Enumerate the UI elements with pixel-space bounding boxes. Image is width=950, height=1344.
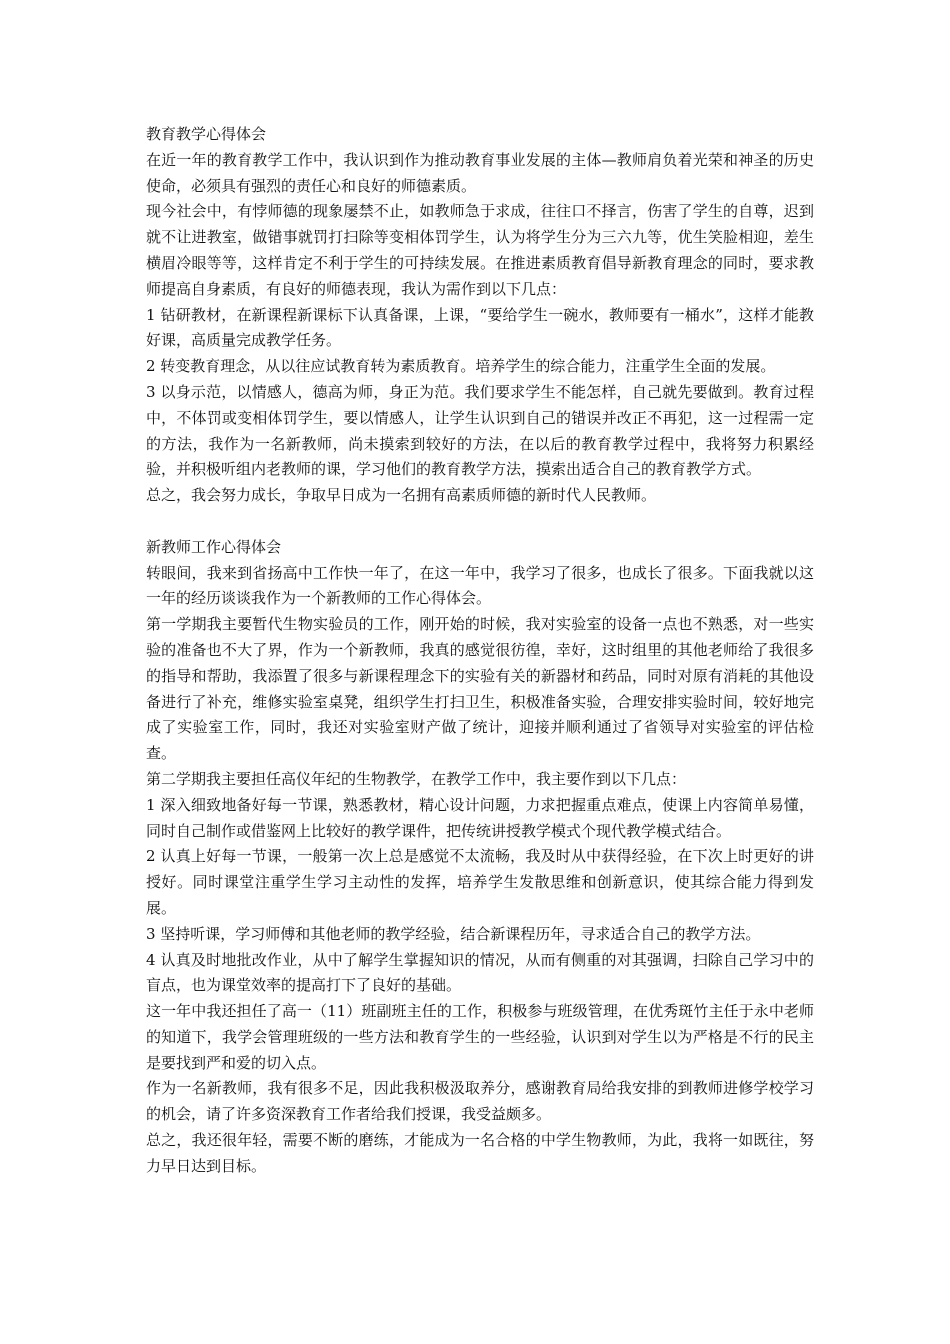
section1-paragraph: 现今社会中，有悖师德的现象屡禁不止，如教师急于求成，往往口不择言，伤害了学生的自尊，迟到就不让进教室，做错事就罚打扫除等变相体罚学生，认为将学生分为三六九等，优生笑脸相迎，差生横眉冷眼等等，这样肯定不利于学生的可持续发展。在推进素质教育倡导新教育理念的同时，要求教师提高自身素质，有良好的师德表现，我认为需作到以下几点： [146,202,814,298]
section2-paragraph: 2 认真上好每一节课，一般第一次上总是感觉不太流畅，我及时从中获得经验，在下次上时更好的讲授好。同时课堂注重学生学习主动性的发挥，培养学生发散思维和创新意识，使其综合能力得到发展。 [146,847,814,917]
section1-paragraph: 总之，我会努力成长，争取早日成为一名拥有高素质师德的新时代人民教师。 [146,486,657,505]
section1-paragraph: 2 转变教育理念，从以往应试教育转为素质教育。培养学生的综合能力，注重学生全面的发展。 [146,357,776,376]
section1-paragraph: 在近一年的教育教学工作中，我认识到作为推动教育事业发展的主体—教师肩负着光荣和神圣的历史使命，必须具有强烈的责任心和良好的师德素质。 [146,150,814,195]
section1-paragraph: 3 以身示范，以情感人，德高为师，身正为范。我们要求学生不能怎样，自己就先要做到。教育过程中，不体罚或变相体罚学生，要以情感人，让学生认识到自己的错误并改正不再犯，这一过程需一定的方法，我作为一名新教师，尚未摸索到较好的方法，在以后的教育教学过程中，我将努力积累经验，并积极听组内老教师的课，学习他们的教育教学方法，摸索出适合自己的教育教学方式。 [146,382,814,479]
section1-title: 教育教学心得体会 [146,125,267,143]
section2-paragraph: 总之，我还很年轻，需要不断的磨练，才能成为一名合格的中学生物教师，为此，我将一如既往，努力早日达到目标。 [146,1131,814,1175]
section2-title: 新教师工作心得体会 [146,537,282,556]
section1-paragraph: 1 钻研教材，在新课程新课标下认真备课，上课，“要给学生一碗水，教师要有一桶水”，这样才能教好课，高质量完成教学任务。 [146,305,814,350]
document-body [146,122,814,1180]
section2-paragraph: 作为一名新教师，我有很多不足，因此我积极汲取养分，感谢教育局给我安排的到教师进修学校学习的机会，请了许多资深教育工作者给我们授课，我受益颇多。 [146,1079,814,1124]
section-spacer [146,509,814,535]
section2-paragraph: 1 深入细致地备好每一节课，熟悉教材，精心设计问题，力求把握重点难点，使课上内容简单易懂，同时自己制作或借鉴网上比较好的教学课件，把传统讲授教学模式个现代教学模式结合。 [146,795,814,840]
section2-paragraph: 转眼间，我来到省扬高中工作快一年了，在这一年中，我学习了很多，也成长了很多。下面我就以这一年的经历谈谈我作为一个新教师的工作心得体会。 [146,563,814,608]
section2-paragraph: 第一学期我主要暂代生物实验员的工作，刚开始的时候，我对实验室的设备一点也不熟悉，对一些实验的准备也不大了界，作为一个新教师，我真的感觉很彷徨，幸好，这时组里的其他老师给了我很多的指导和帮助，我添置了很多与新课程理念下的实验有关的新器材和药品，同时对原有消耗的其他设备进行了补充，维修实验室桌凳，组织学生打扫卫生，积极准备实验，合理安排实验时间，较好地完成了实验室工作，同时，我还对实验室财产做了统计，迎接并顺利通过了省领导对实验室的评估检查。 [146,615,814,763]
section2-paragraph: 这一年中我还担任了高一（11）班副班主任的工作，积极参与班级管理，在优秀斑竹主任于永中老师的知道下，我学会管理班级的一些方法和教育学生的一些经验，认识到对学生以为严格是不行的民主是要找到严和爱的切入点。 [146,1002,814,1072]
section2-paragraph: 第二学期我主要担任高仪年纪的生物教学，在教学工作中，我主要作到以下几点： [146,769,687,788]
section2-paragraph: 3 坚持听课，学习师傅和其他老师的教学经验，结合新课程历年，寻求适合自己的教学方法。 [146,924,761,943]
section2-paragraph: 4 认真及时地批改作业，从中了解学生掌握知识的情况，从而有侧重的对其强调，扫除自己学习中的盲点，也为课堂效率的提高打下了良好的基础。 [146,950,814,995]
